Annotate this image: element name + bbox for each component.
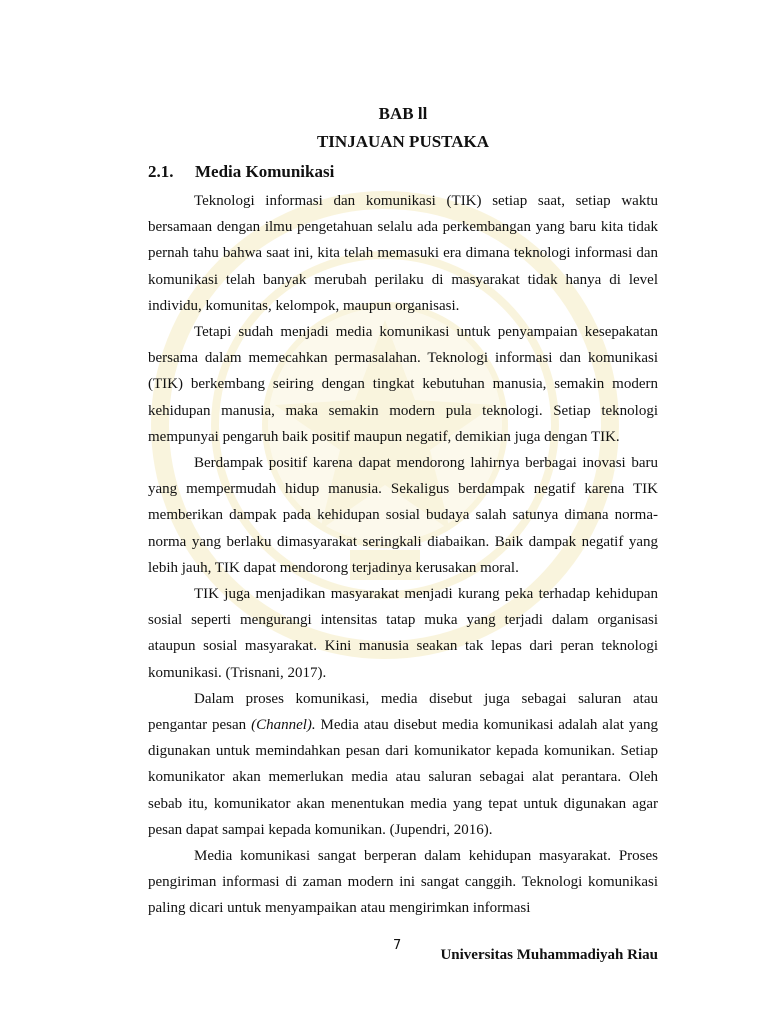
paragraph-5-start: Dalam proses komunikasi, media disebut juga sebagai saluran atau pengantar pesan xyxy=(148,690,658,734)
document-body xyxy=(148,100,658,922)
paragraph-5 xyxy=(148,686,658,843)
page-number: 7 xyxy=(393,938,402,953)
paragraph-6: Media komunikasi sangat berperan dalam kehidupan masyarakat. Proses pengiriman informasi di zaman modern ini sangat canggih. Teknologi komunikasi paling dicari untuk menyampaikan atau mengirimkan informasi xyxy=(148,848,658,917)
footer-institution: Universitas Muhammadiyah Riau xyxy=(440,947,658,963)
section-title: Media Komunikasi xyxy=(195,162,335,181)
paragraph-4: TIK juga menjadikan masyarakat menjadi kurang peka terhadap kehidupan sosial seperti mengurangi intensitas tatap muka yang terjadi dalam organisasi ataupun sosial masyarakat. Kini manusia seakan tak lepas dari peran teknologi komunikasi. (Trisnani, 2017). xyxy=(148,586,658,681)
chapter-title: TINJAUAN PUSTAKA xyxy=(316,132,490,151)
section-heading xyxy=(148,158,658,186)
paragraph-3: Berdampak positif karena dapat mendorong lahirnya berbagai inovasi baru yang mempermudah hidup manusia. Sekaligus berdampak negatif karena TIK memberikan dampak pada kehidupan sosial budaya salah satunya dimana norma-norma yang berlaku dimasyarakat seringkali diabaikan. Baik dampak negatif yang lebih jauh, TIK dapat mendorong terjadinya kerusakan moral. xyxy=(148,455,658,576)
section-number: 2.1. xyxy=(148,162,174,181)
paragraph-1: Teknologi informasi dan komunikasi (TIK) setiap saat, setiap waktu bersamaan dengan ilmu pengetahuan selalu ada perkembangan yang baru kita tidak pernah tahu bahwa saat ini, kita telah memasuki era dimana teknologi informasi dan komunikasi telah banyak merubah perilaku di masyarakat tidak hanya di level individu, komunitas, kelompok, maupun organisasi. xyxy=(148,193,658,314)
chapter-heading: BAB ll xyxy=(378,104,428,123)
channel-term: (Channel). xyxy=(251,717,316,734)
paragraph-2: Tetapi sudah menjadi media komunikasi untuk penyampaian kesepakatan bersama dalam memecahkan permasalahan. Teknologi informasi dan komunikasi (TIK) berkembang seiring dengan tingkat kebutuhan manusia, semakin modern kehidupan manusia, maka semakin modern pula teknologi. Setiap teknologi mempunyai pengaruh baik positif maupun negatif, demikian juga dengan TIK. xyxy=(148,324,658,445)
paragraph-5-end: Media atau disebut media komunikasi adalah alat yang digunakan untuk memindahkan pesan dari komunikator kepada komunikan. Setiap komunikator akan memerlukan media atau saluran sebagai alat perantara. Oleh sebab itu, komunikator akan menentukan media yang tepat untuk digunakan agar pesan dapat sampai kepada komunikan. (Jupendri, 2016). xyxy=(148,717,658,838)
